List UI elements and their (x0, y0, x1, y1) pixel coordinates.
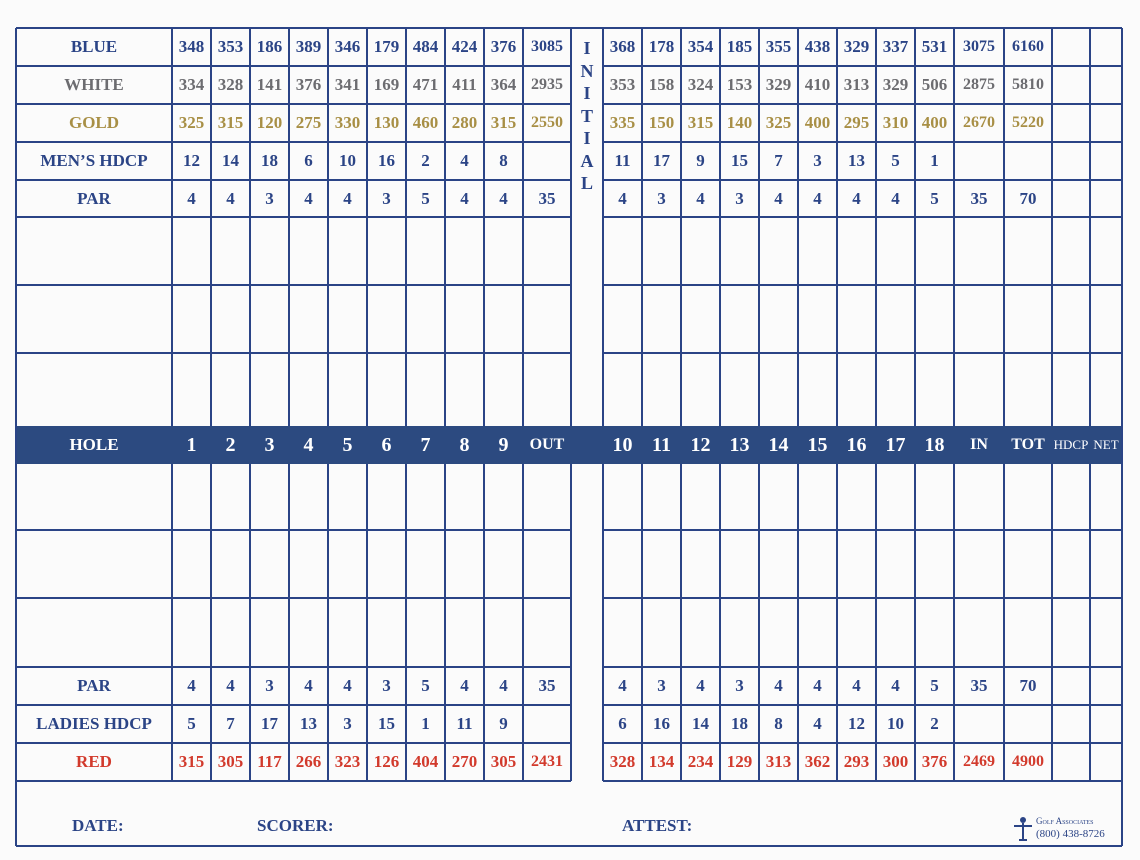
hole-header-cell: 15 (807, 433, 828, 456)
gold-row-cell: 2670 (963, 114, 995, 131)
blue-row-cell: 185 (726, 37, 753, 56)
ladies-hdcp-row-cell: 16 (653, 714, 670, 733)
hole-header-cell: 6 (381, 433, 392, 456)
initial-letter: I (583, 128, 591, 148)
attest-label: ATTEST: (622, 816, 693, 835)
white-row-label: WHITE (64, 75, 124, 94)
red-row-cell: 323 (334, 752, 361, 771)
par-top-row-cell: 4 (891, 188, 900, 208)
hole-header-cell: 3 (264, 433, 275, 456)
blue-row-cell: 354 (687, 37, 714, 56)
par-bottom-row-cell: 4 (618, 676, 627, 695)
par-bottom-row-cell: 3 (382, 676, 391, 695)
mens-hdcp-row-cell: 3 (813, 151, 822, 170)
hole-header-cell: 7 (420, 433, 431, 456)
initial-letter: L (580, 173, 593, 193)
red-row-cell: 4900 (1012, 753, 1044, 770)
par-bottom-row-cell: 70 (1019, 676, 1037, 695)
white-row-cell: 2935 (531, 76, 563, 93)
red-row-cell: 134 (648, 752, 675, 771)
white-row-cell: 141 (256, 75, 283, 94)
blue-row-cell: 3075 (963, 38, 995, 55)
hole-header-cell: 4 (303, 433, 314, 456)
par-bottom-row-cell: 4 (813, 676, 822, 695)
blue-row-cell: 376 (490, 37, 517, 56)
hole-header-cell: 16 (846, 433, 867, 456)
gold-row-cell: 150 (648, 113, 675, 132)
par-bottom-row-cell: 4 (226, 676, 235, 695)
blue-row-cell: 179 (373, 37, 400, 56)
gold-row-cell: 325 (178, 113, 205, 132)
hole-header-cell: HDCP (1053, 437, 1089, 452)
blue-row-cell: 424 (451, 37, 478, 56)
par-bottom-row-cell: 4 (852, 676, 861, 695)
par-top-row-cell: 5 (930, 188, 939, 208)
col-line (1003, 464, 1005, 781)
par-top-row-cell: 4 (187, 188, 196, 208)
hole-header-cell: 11 (652, 433, 671, 456)
gold-row-cell: 2550 (531, 114, 563, 131)
red-row-cell: 376 (921, 752, 948, 771)
ladies-hdcp-row-cell: 12 (848, 714, 865, 733)
par-bottom-row-cell: 4 (891, 676, 900, 695)
gold-row-cell: 400 (804, 113, 831, 132)
initial-letter: A (580, 150, 594, 171)
blue-row-cell: 337 (882, 37, 909, 56)
ladies-hdcp-row-cell: 14 (692, 714, 709, 733)
gold-row-cell: 315 (217, 113, 244, 132)
blue-row-cell: 368 (609, 37, 636, 56)
col-line (1089, 464, 1091, 781)
blue-row-cell: 186 (256, 37, 283, 56)
gold-row-cell: 5220 (1012, 114, 1044, 131)
par-bottom-row-cell: 3 (265, 676, 274, 695)
logo-name: Golf Associates (1036, 816, 1094, 826)
gold-row-cell: 325 (765, 113, 792, 132)
ladies-hdcp-row-cell: 7 (226, 714, 235, 733)
par-bottom-row-cell: 4 (460, 676, 469, 695)
hole-header-cell: 9 (498, 433, 509, 456)
white-row-cell: 153 (726, 75, 753, 94)
red-row-cell: 293 (843, 752, 870, 771)
hole-header-cell: 8 (459, 433, 470, 456)
red-row-cell: 315 (178, 752, 205, 771)
white-row-cell: 328 (217, 75, 244, 94)
ladies-hdcp-row-cell: 6 (618, 714, 627, 733)
ladies-hdcp-row-cell: 18 (731, 714, 748, 733)
ladies-hdcp-row-label: LADIES HDCP (36, 714, 152, 733)
par-top-row-cell: 70 (1019, 188, 1037, 208)
mens-hdcp-row-cell: 13 (848, 151, 865, 170)
par-top-row-label: PAR (77, 188, 111, 208)
row-line (16, 597, 571, 599)
par-top-row-cell: 5 (421, 188, 430, 208)
golfer-icon (1012, 816, 1034, 842)
hole-header-cell: 13 (729, 433, 750, 456)
par-bottom-row-cell: 35 (538, 676, 556, 695)
initial-letter: T (580, 105, 593, 126)
mens-hdcp-row-cell: 1 (930, 151, 939, 170)
blue-row-cell: 531 (921, 37, 948, 56)
blue-row-cell: 389 (295, 37, 322, 56)
gold-row-cell: 335 (609, 113, 636, 132)
hole-header-cell: 5 (342, 433, 353, 456)
white-row-cell: 376 (295, 75, 322, 94)
ladies-hdcp-row-cell: 1 (421, 714, 430, 733)
red-row-cell: 300 (882, 752, 909, 771)
gold-row-cell: 400 (921, 113, 948, 132)
white-row-cell: 334 (178, 75, 205, 94)
row-line (16, 529, 571, 531)
par-bottom-row-cell: 5 (930, 676, 939, 695)
hole-header-cell: 17 (885, 433, 906, 456)
hole-header-cell: TOT (1011, 436, 1045, 453)
gold-row-label: GOLD (68, 113, 120, 132)
white-row-cell: 329 (765, 75, 792, 94)
gold-row-cell: 295 (843, 113, 870, 132)
par-bottom-row-cell: 4 (774, 676, 783, 695)
blue-row-cell: 353 (217, 37, 244, 56)
red-row-cell: 305 (490, 752, 517, 771)
ladies-hdcp-row-cell: 9 (499, 714, 508, 733)
gold-row-cell: 315 (687, 113, 714, 132)
mens-hdcp-row-cell: 9 (696, 151, 705, 170)
gold-row-cell: 120 (256, 113, 283, 132)
col-line (1089, 28, 1091, 426)
par-top-row-cell: 3 (657, 188, 666, 208)
ladies-hdcp-row-cell: 13 (300, 714, 317, 733)
par-top-row-cell: 4 (343, 188, 352, 208)
par-bottom-row-cell: 5 (421, 676, 430, 695)
mens-hdcp-row-cell: 17 (653, 151, 670, 170)
par-top-row-cell: 4 (813, 188, 822, 208)
hole-header-cell: NET (1093, 437, 1119, 452)
hole-header-cell: 1 (186, 433, 197, 456)
par-top-row-cell: 4 (618, 188, 627, 208)
blue-row-cell: 348 (178, 37, 205, 56)
initial-letter: I (583, 83, 591, 103)
hole-header-cell: 10 (612, 433, 633, 456)
white-row-cell: 313 (843, 75, 870, 94)
white-row-cell: 411 (452, 75, 477, 94)
red-row-cell: 129 (726, 752, 753, 771)
white-row-cell: 341 (334, 75, 361, 94)
red-row-cell: 117 (257, 752, 282, 771)
par-top-row-cell: 4 (774, 188, 783, 208)
blue-row-cell: 355 (765, 37, 792, 56)
red-row-cell: 362 (804, 752, 831, 771)
mens-hdcp-row-cell: 6 (304, 151, 313, 170)
par-bottom-row-cell: 4 (696, 676, 705, 695)
ladies-hdcp-row-cell: 3 (343, 714, 352, 733)
mens-hdcp-row-cell: 4 (460, 151, 469, 170)
gold-row-cell: 330 (334, 113, 361, 132)
white-row-cell: 506 (921, 75, 948, 94)
mens-hdcp-row-cell: 14 (222, 151, 239, 170)
blue-row-cell: 178 (648, 37, 675, 56)
par-top-row-cell: 4 (696, 188, 705, 208)
blue-row-cell: 438 (804, 37, 831, 56)
hole-header-cell: 18 (924, 433, 945, 456)
par-top-row-cell: 35 (538, 188, 556, 208)
hole-header-cell: 2 (225, 433, 236, 456)
blue-row-cell: 346 (334, 37, 361, 56)
red-row-cell: 2469 (963, 753, 995, 770)
white-row-cell: 471 (412, 75, 439, 94)
white-row-cell: 158 (648, 75, 675, 94)
gold-row-cell: 140 (726, 113, 753, 132)
blue-row-cell: 484 (412, 37, 439, 56)
red-row-label: RED (76, 752, 112, 771)
hole-header-cell: IN (970, 436, 988, 453)
par-top-row-cell: 4 (226, 188, 235, 208)
gold-row-cell: 310 (882, 113, 909, 132)
par-top-row-cell: 4 (499, 188, 508, 208)
golf-associates-logo (1012, 814, 1118, 844)
par-top-row-cell: 35 (970, 188, 988, 208)
mens-hdcp-row-cell: 16 (378, 151, 395, 170)
scorer-label: SCORER: (257, 816, 334, 835)
par-bottom-row-cell: 4 (343, 676, 352, 695)
mens-hdcp-row-label: MEN’S HDCP (40, 151, 148, 170)
par-top-row-cell: 3 (265, 188, 274, 208)
red-row-cell: 313 (765, 752, 792, 771)
hole-header-cell: 14 (768, 433, 789, 456)
mens-hdcp-row-cell: 7 (774, 151, 783, 170)
par-bottom-row-cell: 4 (499, 676, 508, 695)
red-row-cell: 234 (687, 752, 714, 771)
blue-row-cell: 329 (843, 37, 870, 56)
gold-row-cell: 315 (490, 113, 517, 132)
par-top-row-cell: 4 (852, 188, 861, 208)
blue-row-cell: 6160 (1012, 38, 1044, 55)
blue-row-label: BLUE (70, 37, 118, 56)
hole-header-cell: OUT (529, 436, 565, 453)
white-row-cell: 329 (882, 75, 909, 94)
ladies-hdcp-row-cell: 11 (456, 714, 473, 733)
col-line (570, 464, 572, 781)
gold-row-cell: 275 (295, 113, 322, 132)
white-row-cell: 5810 (1012, 76, 1044, 93)
mens-hdcp-row-cell: 12 (183, 151, 200, 170)
initial-letter: I (583, 38, 591, 58)
par-bottom-row-cell: 3 (657, 676, 666, 695)
red-row-cell: 404 (412, 752, 439, 771)
mens-hdcp-row-cell: 18 (261, 151, 278, 170)
red-row-cell: 266 (295, 752, 322, 771)
white-row-cell: 169 (373, 75, 400, 94)
red-row-cell: 2431 (531, 753, 563, 770)
par-top-row-cell: 4 (304, 188, 313, 208)
initial-letter: N (580, 60, 594, 81)
par-top-row-cell: 4 (460, 188, 469, 208)
logo-phone: (800) 438-8726 (1036, 828, 1105, 840)
red-row-cell: 305 (217, 752, 244, 771)
blue-row-cell: 3085 (531, 38, 563, 55)
row-line (16, 284, 571, 286)
frame-bottom (16, 845, 1122, 847)
par-bottom-row-cell: 4 (304, 676, 313, 695)
par-bottom-row-cell: 3 (735, 676, 744, 695)
mens-hdcp-row-cell: 10 (339, 151, 356, 170)
ladies-hdcp-row-cell: 17 (261, 714, 278, 733)
date-label: DATE: (72, 816, 124, 835)
par-bottom-row-label: PAR (77, 676, 111, 695)
par-bottom-row-cell: 35 (970, 676, 988, 695)
ladies-hdcp-row-cell: 4 (813, 714, 822, 733)
row-line (16, 352, 571, 354)
red-row-cell: 270 (451, 752, 478, 771)
mens-hdcp-row-cell: 2 (421, 151, 430, 170)
gold-row-cell: 280 (451, 113, 478, 132)
red-row-cell: 328 (609, 752, 636, 771)
hole-row-label: HOLE (69, 435, 119, 454)
white-row-cell: 410 (804, 75, 831, 94)
white-row-cell: 324 (687, 75, 714, 94)
ladies-hdcp-row-cell: 2 (930, 714, 939, 733)
gold-row-cell: 460 (412, 113, 439, 132)
par-top-row-cell: 3 (735, 188, 744, 208)
red-row-cell: 126 (373, 752, 400, 771)
gold-row-cell: 130 (373, 113, 400, 132)
mens-hdcp-row-cell: 15 (731, 151, 748, 170)
hole-header-cell: 12 (690, 433, 711, 456)
white-row-cell: 2875 (963, 76, 995, 93)
col-line (1051, 464, 1053, 781)
ladies-hdcp-row-cell: 10 (887, 714, 904, 733)
mens-hdcp-row-cell: 8 (499, 151, 508, 170)
ladies-hdcp-row-cell: 8 (774, 714, 783, 733)
white-row-cell: 364 (490, 75, 517, 94)
white-row-cell: 353 (609, 75, 636, 94)
mens-hdcp-row-cell: 5 (891, 151, 900, 170)
par-bottom-row-cell: 4 (187, 676, 196, 695)
mens-hdcp-row-cell: 11 (614, 151, 631, 170)
ladies-hdcp-row-cell: 5 (187, 714, 196, 733)
ladies-hdcp-row-cell: 15 (378, 714, 395, 733)
par-top-row-cell: 3 (382, 188, 391, 208)
